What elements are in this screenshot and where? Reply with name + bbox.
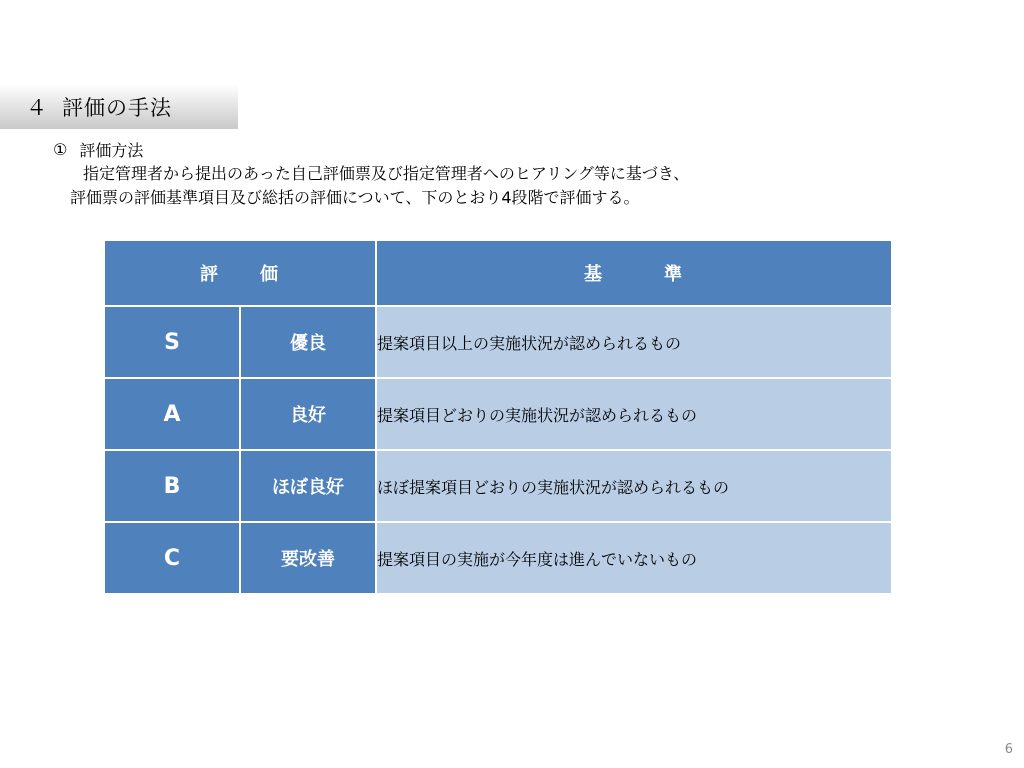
header-criteria: 基 準 <box>376 240 892 306</box>
grade-label-cell: ほぼ良好 <box>240 450 376 522</box>
grade-cell: A <box>104 378 240 450</box>
section-title: 評価の手法 <box>62 95 172 120</box>
criteria-cell: 提案項目以上の実施状況が認められるもの <box>376 306 892 378</box>
subsection-marker: ① <box>53 140 68 159</box>
grade-cell: B <box>104 450 240 522</box>
grade-label-cell: 優良 <box>240 306 376 378</box>
table-row <box>104 522 892 594</box>
section-number: ４ <box>26 95 48 120</box>
table-row <box>104 450 892 522</box>
subsection-heading <box>53 138 143 161</box>
section-header <box>0 84 238 129</box>
table-row <box>104 306 892 378</box>
grade-cell: C <box>104 522 240 594</box>
page-number: 6 <box>1004 742 1013 757</box>
criteria-cell: 提案項目の実施が今年度は進んでいないもの <box>376 522 892 594</box>
grade-label-cell: 良好 <box>240 378 376 450</box>
table-header-row <box>104 240 892 306</box>
criteria-cell: ほぼ提案項目どおりの実施状況が認められるもの <box>376 450 892 522</box>
description-line-1: 指定管理者から提出のあった自己評価票及び指定管理者へのヒアリング等に基づき、 <box>83 164 690 183</box>
subsection-title: 評価方法 <box>79 141 144 160</box>
evaluation-table <box>103 239 893 595</box>
grade-cell: S <box>104 306 240 378</box>
criteria-cell: 提案項目どおりの実施状況が認められるもの <box>376 378 892 450</box>
grade-label-cell: 要改善 <box>240 522 376 594</box>
header-evaluation: 評 価 <box>104 240 376 306</box>
table-row <box>104 378 892 450</box>
description-line-2: 評価票の評価基準項目及び総括の評価について、下のとおり4段階で評価する。 <box>70 188 640 207</box>
